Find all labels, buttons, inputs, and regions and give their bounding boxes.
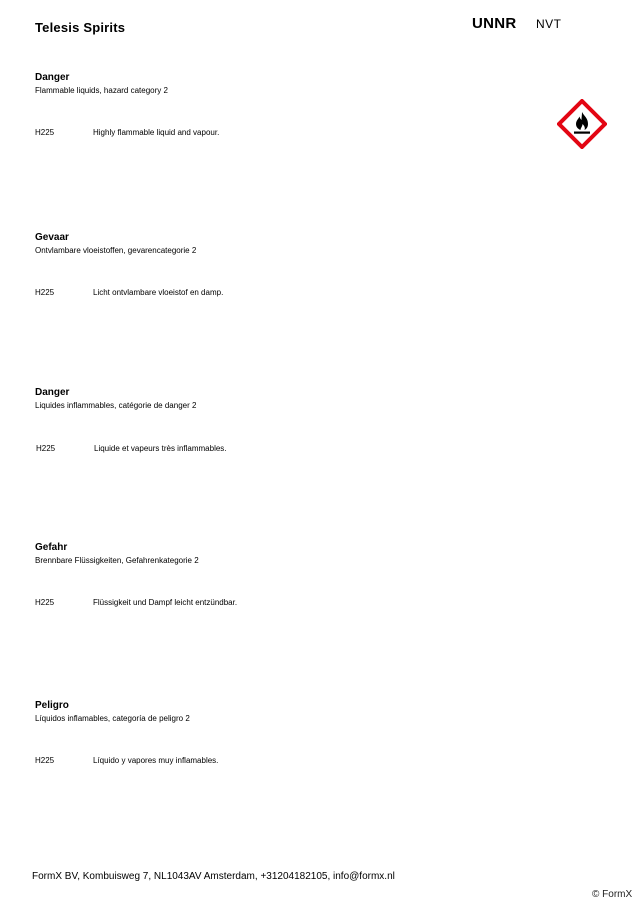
hazard-classification: Ontvlambare vloeistoffen, gevarencategorie 2	[35, 246, 197, 255]
hazard-classification: Liquides inflammables, catégorie de danger 2	[35, 401, 197, 410]
hazard-classification: Líquidos inflamables, categoría de peligro 2	[35, 714, 190, 723]
hazard-code: H225	[36, 444, 56, 453]
hazard-code: H225	[35, 598, 55, 607]
company-name: Telesis Spirits	[35, 20, 126, 35]
hazard-classification: Flammable liquids, hazard category 2	[35, 86, 168, 95]
hazard-statement: Liquide et vapeurs très inflammables.	[94, 444, 227, 453]
footer-address: FormX BV, Kombuisweg 7, NL1043AV Amsterdam, +31204182105, info@formx.nl	[32, 871, 395, 882]
hazard-section-de	[35, 542, 595, 662]
hazard-section-es	[35, 700, 595, 820]
hazard-section-nl	[35, 232, 595, 352]
unnr-value: NVT	[536, 17, 562, 31]
hazard-statement: Highly flammable liquid and vapour.	[93, 128, 220, 137]
signal-word: Gevaar	[35, 232, 69, 243]
hazard-code: H225	[35, 128, 55, 137]
signal-word: Peligro	[35, 700, 69, 711]
signal-word: Danger	[35, 72, 70, 83]
signal-word: Gefahr	[35, 542, 68, 553]
hazard-classification: Brennbare Flüssigkeiten, Gefahrenkategorie 2	[35, 556, 199, 565]
hazard-section-fr	[35, 387, 595, 507]
signal-word: Danger	[35, 387, 70, 398]
unnr-label: UNNR	[472, 15, 517, 32]
hazard-statement: Licht ontvlambare vloeistof en damp.	[93, 288, 224, 297]
hazard-statement: Flüssigkeit und Dampf leicht entzündbar.	[93, 598, 238, 607]
hazard-code: H225	[35, 756, 55, 765]
hazard-statement: Líquido y vapores muy inflamables.	[93, 756, 219, 765]
hazard-code: H225	[35, 288, 55, 297]
copyright-notice: © FormX	[592, 889, 633, 900]
hazard-section-en	[35, 72, 595, 192]
